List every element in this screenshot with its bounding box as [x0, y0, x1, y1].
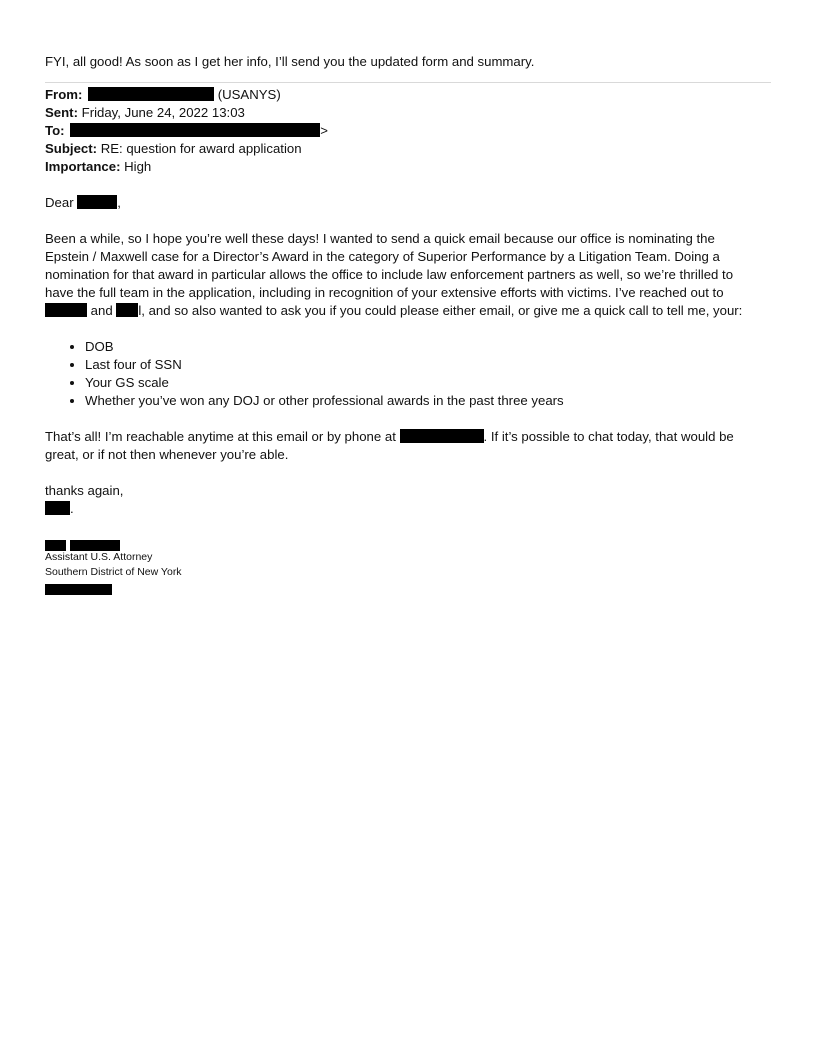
closing: thanks again, — [45, 483, 124, 498]
to-line — [45, 122, 771, 140]
to-suffix: > — [320, 123, 328, 138]
para2-line1-end: . If it’s possible to chat today, that would be — [483, 429, 734, 444]
para2-line1-start: That’s all! I’m reachable anytime at this email or by phone at — [45, 429, 400, 444]
list-item: • DOB — [85, 338, 771, 356]
para1-line2: Epstein / Maxwell case for a Director’s Award in the category of Superior Performance by a Litigation Team. Doing a — [45, 249, 720, 264]
para1-line3: nomination for that award in particular allows the office to include law enforcement partners as well, so we’re thrilled to — [45, 267, 734, 282]
signature-title: Assistant U.S. Attorney — [45, 551, 153, 563]
list-item: • Whether you’ve won any DOJ or other professional awards in the past three years — [85, 392, 771, 410]
signoff-suffix: . — [70, 501, 74, 516]
signature-office: Southern District of New York — [45, 566, 182, 578]
email-document — [45, 53, 771, 594]
from-label: From: — [45, 87, 83, 102]
para1-line5 — [45, 302, 771, 320]
signature-contact — [45, 580, 771, 594]
subject-label: Subject: — [45, 141, 98, 156]
sent-value: Friday, June 24, 2022 13:03 — [77, 105, 245, 120]
header-separator — [45, 82, 771, 83]
redaction-recipient-name — [77, 195, 117, 209]
sent-label: Sent: — [45, 105, 78, 120]
to-label: To: — [45, 123, 65, 138]
greeting — [45, 194, 771, 212]
list-item: • Last four of SSN — [85, 356, 771, 374]
intro-line: FYI, all good! As soon as I get her info, I’ll send you the updated form and summary. — [45, 54, 535, 69]
redaction-name-2 — [116, 303, 138, 317]
redaction-from-name — [88, 87, 214, 101]
redaction-initials — [45, 501, 70, 515]
redaction-phone — [400, 429, 484, 443]
importance-value: High — [120, 159, 152, 174]
redaction-sig-contact — [45, 584, 112, 595]
signoff-initial — [45, 500, 771, 518]
body-paragraph-2 — [45, 428, 771, 464]
importance-label: Importance: — [45, 159, 121, 174]
para1-line1: Been a while, so I hope you’re well these days! I wanted to send a quick email because our office is nominating the — [45, 231, 715, 246]
para1-line5-end: l, and so also wanted to ask you if you could please either email, or give me a quick call to tell me, your: — [138, 303, 743, 318]
redaction-to-address — [70, 123, 320, 137]
subject-value: RE: question for award application — [97, 141, 302, 156]
para2-line1 — [45, 428, 771, 446]
importance-line — [45, 158, 771, 176]
signature-name — [45, 536, 771, 550]
email-header — [45, 86, 771, 176]
greeting-prefix: Dear — [45, 195, 78, 210]
from-line — [45, 86, 771, 104]
para1-line5-mid: and — [87, 303, 117, 318]
body-paragraph-1 — [45, 230, 771, 320]
subject-line — [45, 140, 771, 158]
para1-line4: have the full team in the application, including in recognition of your extensive efforts with victims. I’ve reached out to — [45, 285, 724, 300]
redaction-name-1 — [45, 303, 87, 317]
greeting-suffix: , — [117, 195, 121, 210]
from-suffix: (USANYS) — [214, 87, 281, 102]
sent-line — [45, 104, 771, 122]
list-item: • Your GS scale — [85, 374, 771, 392]
para2-line2: great, or if not then whenever you’re able. — [45, 447, 289, 462]
signature-block — [45, 536, 771, 594]
request-list — [45, 338, 771, 410]
